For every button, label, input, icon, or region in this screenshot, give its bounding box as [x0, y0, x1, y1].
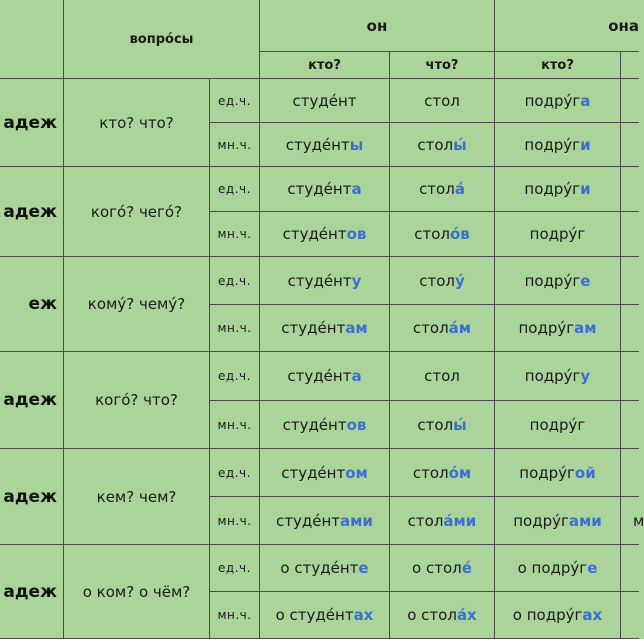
word-stem: стол: [407, 511, 444, 530]
word-form: [260, 545, 390, 592]
case-questions: о ком? о чём?: [64, 545, 210, 639]
word-form: [260, 305, 390, 352]
word-form: [495, 545, 621, 592]
extra-column-cell: [621, 305, 639, 352]
word-stem: студе́нт: [282, 415, 347, 434]
extra-column-cell: м: [621, 497, 639, 545]
plural-label: мн.ч.: [210, 401, 260, 449]
plural-label: мн.ч.: [210, 123, 260, 167]
word-ending: ам: [345, 319, 368, 337]
word-stem: студе́нт: [281, 319, 346, 337]
word-stem: студе́нт: [292, 91, 357, 110]
word-stem: студе́нт: [287, 271, 352, 290]
masculine-header: он: [260, 0, 495, 52]
feminine-header-label: она: [608, 16, 639, 35]
word-stem: подру́г: [524, 367, 581, 385]
extra-column-cell: [621, 545, 639, 592]
word-form: [390, 449, 495, 497]
word-ending: е: [580, 271, 591, 290]
word-stem: о стол: [412, 559, 462, 577]
corner-cell: [0, 0, 64, 79]
word-stem: стол: [417, 415, 454, 434]
word-ending: а́м: [448, 319, 472, 337]
word-ending: ов: [346, 415, 367, 434]
singular-label: ед.ч.: [210, 449, 260, 497]
case-label: еж: [0, 257, 64, 352]
word-ending: ами: [568, 511, 602, 530]
word-form: [495, 167, 621, 212]
word-ending: ам: [574, 319, 597, 337]
word-ending: ами: [340, 511, 373, 530]
word-stem: студе́нт: [285, 135, 350, 154]
word-form: [260, 167, 390, 212]
word-stem: о стол: [407, 606, 457, 624]
word-stem: подру́г: [513, 511, 569, 530]
extra-column-cell: [621, 79, 639, 123]
case-questions: кому́? чему́?: [64, 257, 210, 352]
singular-label: ед.ч.: [210, 167, 260, 212]
word-form: [495, 123, 621, 167]
word-stem: стол: [419, 271, 455, 290]
word-ending: а́ми: [443, 511, 477, 530]
word-ending: е: [358, 559, 369, 577]
word-stem: стол: [412, 463, 449, 482]
word-ending: а: [351, 180, 362, 198]
word-ending: а: [351, 367, 362, 385]
extra-column-cell: [621, 167, 639, 212]
word-ending: ы́: [453, 135, 467, 154]
word-form: [260, 497, 390, 545]
word-ending: ом: [345, 463, 368, 482]
col-header-kto-1: кто?: [260, 52, 390, 79]
word-stem: подру́г: [524, 135, 581, 154]
word-stem: подру́г: [519, 463, 575, 482]
singular-label: ед.ч.: [210, 545, 260, 592]
word-form: [390, 167, 495, 212]
word-ending: ы: [349, 135, 364, 154]
case-label: адеж: [0, 79, 64, 167]
word-form: [260, 352, 390, 401]
word-form: [260, 79, 390, 123]
word-form: [495, 592, 621, 639]
plural-label: мн.ч.: [210, 212, 260, 257]
word-stem: о подру́г: [517, 559, 588, 577]
word-form: [495, 352, 621, 401]
word-stem: подру́г: [529, 225, 586, 243]
case-label: адеж: [0, 352, 64, 449]
word-stem: студе́нт: [287, 180, 352, 198]
word-form: [260, 401, 390, 449]
case-label: адеж: [0, 545, 64, 639]
word-form: [260, 212, 390, 257]
word-ending: у: [580, 367, 591, 385]
word-stem: студе́нт: [281, 463, 346, 482]
extra-column-cell: [621, 257, 639, 305]
word-ending: и: [580, 135, 591, 154]
word-form: [495, 79, 621, 123]
extra-column-cell: [621, 449, 639, 497]
singular-label: ед.ч.: [210, 352, 260, 401]
word-stem: подру́г: [518, 319, 575, 337]
feminine-header: [495, 0, 639, 52]
word-form: [495, 257, 621, 305]
extra-column-cell: [621, 212, 639, 257]
word-form: [390, 352, 495, 401]
word-form: [390, 401, 495, 449]
word-stem: стол: [424, 91, 460, 110]
extra-column-cell: [621, 592, 639, 639]
case-questions: кого́? чего́?: [64, 167, 210, 257]
col-header-chto: что?: [390, 52, 495, 79]
col-header-kto-2: кто?: [495, 52, 621, 79]
word-ending: а́: [454, 180, 465, 198]
word-stem: студе́нт: [276, 511, 341, 530]
word-ending: а́х: [456, 606, 477, 624]
word-stem: стол: [419, 180, 455, 198]
plural-label: мн.ч.: [210, 497, 260, 545]
word-stem: студе́нт: [282, 225, 347, 243]
word-form: [495, 497, 621, 545]
word-form: [495, 305, 621, 352]
case-questions: кем? чем?: [64, 449, 210, 545]
word-ending: а: [580, 91, 591, 110]
extra-column-cell: [621, 123, 639, 167]
singular-label: ед.ч.: [210, 257, 260, 305]
word-ending: ы́: [453, 415, 467, 434]
word-stem: подру́г: [524, 271, 581, 290]
word-form: [390, 592, 495, 639]
word-form: [390, 497, 495, 545]
word-form: [390, 257, 495, 305]
extra-column-cell: [621, 401, 639, 449]
case-questions: кто? что?: [64, 79, 210, 167]
word-form: [390, 545, 495, 592]
word-ending: ов: [346, 225, 367, 243]
word-stem: подру́г: [524, 91, 581, 110]
word-ending: ах: [582, 606, 603, 624]
word-form: [260, 257, 390, 305]
word-form: [260, 592, 390, 639]
word-stem: о подру́г: [512, 606, 583, 624]
case-questions: кого́? что?: [64, 352, 210, 449]
word-ending: у́: [454, 271, 465, 290]
word-form: [495, 401, 621, 449]
word-stem: стол: [424, 367, 460, 385]
word-ending: о́м: [448, 463, 472, 482]
questions-header: вопро́сы: [64, 0, 260, 79]
word-ending: и: [580, 180, 591, 198]
word-stem: студе́нт: [287, 367, 352, 385]
word-form: [390, 79, 495, 123]
word-ending: ах: [353, 606, 374, 624]
plural-label: мн.ч.: [210, 592, 260, 639]
word-form: [260, 449, 390, 497]
word-form: [260, 123, 390, 167]
word-form: [390, 305, 495, 352]
word-stem: о студе́нт: [280, 559, 359, 577]
plural-label: мн.ч.: [210, 305, 260, 352]
word-stem: стол: [417, 135, 454, 154]
word-form: [495, 212, 621, 257]
word-form: [390, 212, 495, 257]
word-stem: стол: [412, 319, 449, 337]
singular-label: ед.ч.: [210, 79, 260, 123]
word-ending: е: [587, 559, 598, 577]
word-ending: о́в: [449, 225, 470, 243]
case-label: адеж: [0, 167, 64, 257]
word-stem: подру́г: [529, 415, 586, 434]
word-stem: подру́г: [524, 180, 581, 198]
col-header-extra: [621, 52, 639, 79]
case-label: адеж: [0, 449, 64, 545]
word-stem: стол: [414, 225, 450, 243]
word-form: [495, 449, 621, 497]
word-ending: у: [351, 271, 362, 290]
extra-column-cell: [621, 352, 639, 401]
word-form: [390, 123, 495, 167]
word-stem: о студе́нт: [275, 606, 354, 624]
word-ending: ой: [574, 463, 596, 482]
word-ending: е́: [461, 559, 472, 577]
